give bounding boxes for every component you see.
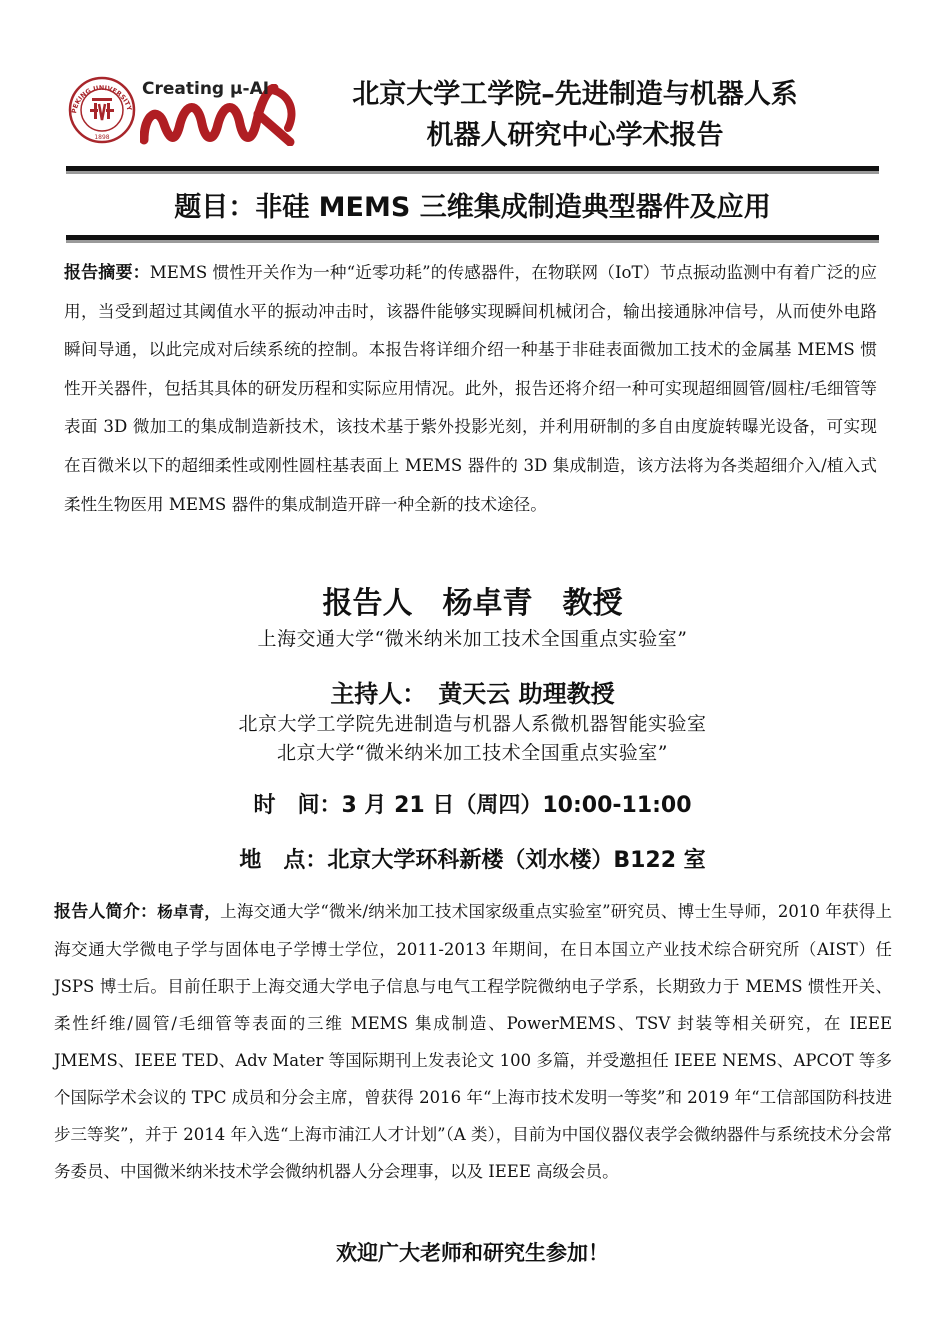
- place-value: 北京大学环科新楼（刘水楼）B122 室: [327, 848, 706, 873]
- host-affiliation-1: 北京大学工学院先进制造与机器人系微机器智能实验室: [238, 713, 707, 735]
- header-title-line1: 北京大学工学院–先进制造与机器人系: [352, 79, 798, 110]
- abstract-paragraph: [64, 254, 877, 524]
- header-title-line2: 机器人研究中心学术报告: [426, 120, 724, 151]
- speaker-label: 报告人: [322, 586, 413, 621]
- speaker-affiliation: 上海交通大学“微米纳米加工技术全国重点实验室”: [257, 628, 688, 650]
- bio-label: 报告人简介：: [54, 902, 158, 922]
- abstract-label: 报告摘要：: [64, 263, 150, 283]
- bio-text: 上海交通大学“微米/纳米加工技术国家级重点实验室”研究员、博士生导师，2010 年获得上海交通大学微电子学与固体电子学博士学位，2011-2013 年期间，在日本国立产业技术综合研究所（AIST）任 JSPS 博士后。目前任职于上海交通大学电子信息与电气工程学院微纳电子学系，长期致力于 MEMS 惯性开关、柔性纤维/圆管/毛细管等表面的三维 MEMS 集成制造、PowerMEMS、TSV 封装等相关研究，在 IEEE JMEMS、IEEE TED、Adv Mater 等国际期刊上发表论文 100 多篇，并受邀担任 IEEE NEMS、APCOT 等多个国际学术会议的 TPC 成员和分会主席，曾获得 2016 年“上海市技术发明一等奖”和 2019 年“工信部国防科技进步三等奖”，并于 2014 年入选“上海市浦江人才计划”（A 类），目前为中国仪器仪表学会微纳器件与系统技术分会常务委员、中国微米纳米技术学会微纳机器人分会理事，以及 IEEE 高级会员。: [54, 902, 892, 1181]
- time-label: 时 间：: [253, 793, 342, 818]
- time-line: [0, 788, 945, 819]
- speaker-name: 杨卓青: [442, 586, 533, 621]
- host-label: 主持人：: [330, 680, 427, 708]
- svg-text:1898: 1898: [94, 134, 110, 141]
- header-divider-shadow: [66, 171, 879, 174]
- brand-text: Creating μ-AI: [142, 79, 270, 99]
- peking-university-seal-logo: [68, 76, 136, 144]
- talk-topic: 题目：非硅 MEMS 三维集成制造典型器件及应用: [174, 192, 771, 223]
- host-affiliation-2: 北京大学“微米纳米加工技术全国重点实验室”: [277, 742, 668, 764]
- speaker-bio-paragraph: [54, 893, 892, 1190]
- host-name-title: 黄天云 助理教授: [438, 680, 615, 708]
- speaker-line: [0, 578, 945, 622]
- speaker-title: 教授: [562, 586, 623, 621]
- place-line: [0, 843, 945, 874]
- abstract-text: MEMS 惯性开关作为一种“近零功耗”的传感器件，在物联网（IoT）节点振动监测中有着广泛的应用，当受到超过其阈值水平的振动冲击时，该器件能够实现瞬间机械闭合，输出接通脉冲信号，从而使外电路瞬间导通，以此完成对后续系统的控制。本报告将详细介绍一种基于非硅表面微加工技术的金属基 MEMS 惯性开关器件，包括其具体的研发历程和实际应用情况。此外，报告还将介绍一种可实现超细圆管/圆柱/毛细管等表面 3D 微加工的集成制造新技术，该技术基于紫外投影光刻，并利用研制的多自由度旋转曝光设备，可实现在百微米以下的超细柔性或刚性圆柱基表面上 MEMS 器件的 3D 集成制造，该方法将为各类超细介入/植入式柔性生物医用 MEMS 器件的集成制造开辟一种全新的技术途径。: [64, 263, 877, 514]
- host-line: [0, 674, 945, 709]
- svg-text:PEKING UNIVERSITY: PEKING UNIVERSITY: [70, 83, 134, 115]
- bio-name: 杨卓青，: [157, 903, 221, 921]
- topic-divider-shadow: [66, 240, 879, 243]
- time-value: 3 月 21 日（周四）10:00-11:00: [341, 793, 692, 818]
- place-label: 地 点：: [239, 848, 328, 873]
- welcome-message: 欢迎广大老师和研究生参加！: [336, 1241, 609, 1265]
